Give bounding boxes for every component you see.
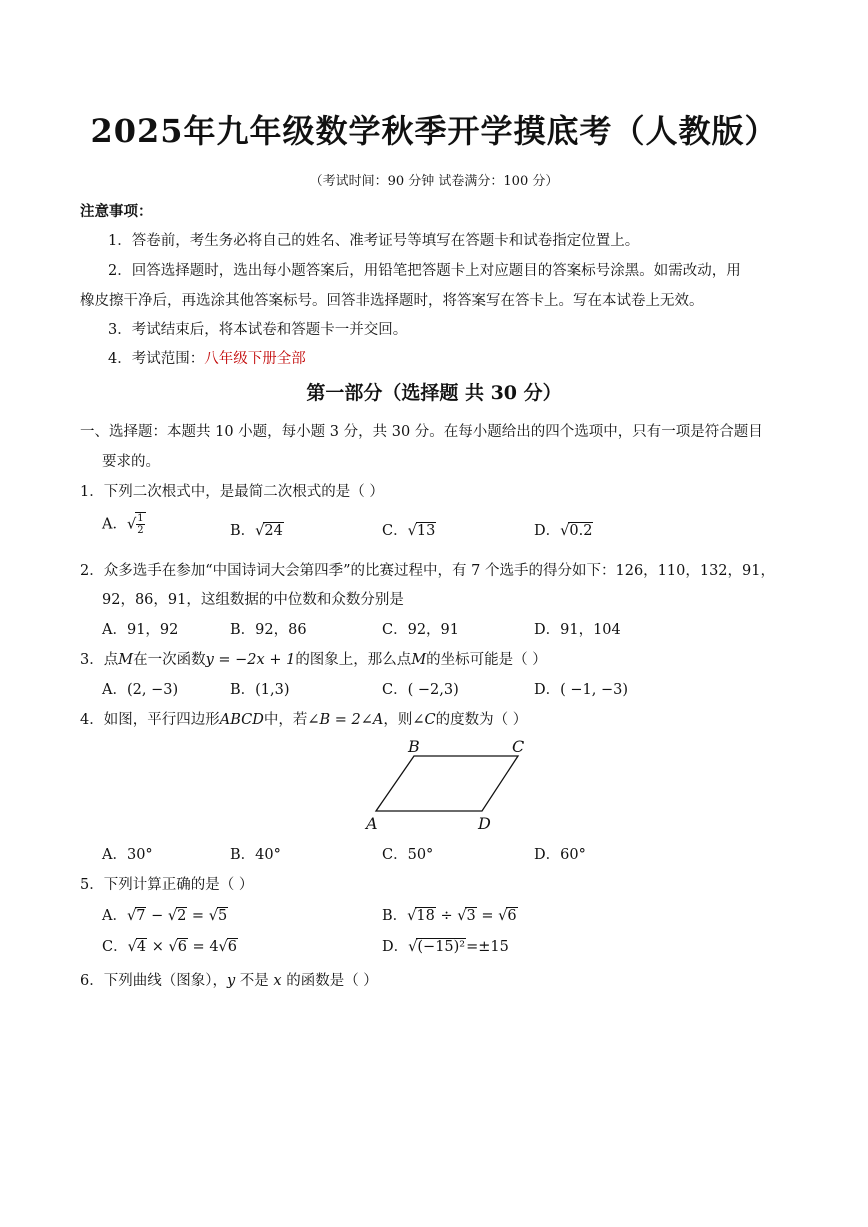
q1-option-c: C．√13	[382, 523, 436, 539]
q2-option-b: B．92，86	[230, 622, 307, 638]
notice-heading: 注意事项：	[80, 203, 153, 220]
q1-stem: 1．下列二次根式中，是最简二次根式的是（ ）	[80, 484, 384, 500]
vertex-label-d: D	[478, 814, 491, 833]
q5-option-c: C．√4 × √6 = 4√6	[102, 939, 238, 955]
q5-option-d: D．√(−15)²=±15	[382, 939, 509, 955]
q3-option-b: B．(1,3)	[230, 682, 290, 698]
q1-option-a: A．√ $\frac{1}{2}$	[102, 513, 144, 536]
exam-subtitle: （考试时间：90 分钟 试卷满分：100 分）	[309, 174, 559, 189]
q3-option-a: A．(2, −3)	[102, 682, 179, 698]
exam-title: 2025年九年级数学秋季开学摸底考（人教版）	[90, 112, 778, 150]
q6-stem: 6．下列曲线（图象），y 不是 x 的函数是（ ）	[80, 973, 378, 989]
notice-item-3: 3．考试结束后，将本试卷和答题卡一并交回。	[108, 322, 408, 338]
section-title: 第一部分（选择题 共 30 分）	[306, 382, 562, 404]
q1-option-b: B．√24	[230, 523, 283, 539]
part-intro-line1: 一、选择题：本题共 10 小题，每小题 3 分，共 30 分。在每小题给出的四个选项中，只有一项是符合题目	[80, 424, 763, 440]
q4-option-c: C．50°	[382, 847, 434, 863]
notice-item-2: 2．回答选择题时，选出每小题答案后，用铅笔把答题卡上对应题目的答案标号涂黑。如需改动，用	[108, 263, 741, 279]
notice-item-2-cont: 橡皮擦干净后，再选涂其他答案标号。回答非选择题时，将答案写在答卡上。写在本试卷上无效。	[80, 293, 704, 309]
q1-option-d: D．√0.2	[534, 523, 593, 539]
q2-option-d: D．91，104	[534, 622, 621, 638]
q2-option-a: A．91，92	[102, 622, 179, 638]
notice-item-1: 1．答卷前，考生务必将自己的姓名、准考证号等填写在答题卡和试卷指定位置上。	[108, 233, 640, 249]
parallelogram-figure	[360, 734, 540, 834]
part-intro-line2: 要求的。	[102, 454, 160, 470]
q4-option-a: A．30°	[102, 847, 153, 863]
notice-item-4	[108, 347, 306, 368]
q3-option-c: C．( −2,3)	[382, 682, 459, 698]
vertex-label-b: B	[408, 737, 420, 756]
q2-option-c: C．92，91	[382, 622, 459, 638]
scope-label: 4．考试范围：	[108, 351, 205, 367]
q4-option-b: B．40°	[230, 847, 281, 863]
q4-option-d: D．60°	[534, 847, 586, 863]
scope-value: 八年级下册全部	[204, 351, 306, 367]
q3-stem: 3．点M在一次函数y = −2x + 1的图象上，那么点M的坐标可能是（ ）	[80, 652, 547, 668]
q5-stem: 5．下列计算正确的是（ ）	[80, 877, 254, 893]
parallelogram-shape	[376, 756, 518, 811]
q3-option-d: D．( −1, −3)	[534, 682, 629, 698]
q5-option-a: A．√7 − √2 = √5	[102, 908, 228, 924]
vertex-label-a: A	[366, 814, 378, 833]
q5-option-b: B．√18 ÷ √3 = √6	[382, 908, 517, 924]
q2-stem-line2: 92，86，91，这组数据的中位数和众数分别是	[102, 592, 404, 608]
q2-stem-line1: 2．众多选手在参加“中国诗词大会第四季”的比赛过程中，有 7 个选手的得分如下：126，110，132，91，	[80, 563, 775, 579]
vertex-label-c: C	[512, 737, 525, 756]
q4-stem: 4．如图，平行四边形ABCD中，若∠B = 2∠A，则∠C的度数为（ ）	[80, 712, 528, 728]
